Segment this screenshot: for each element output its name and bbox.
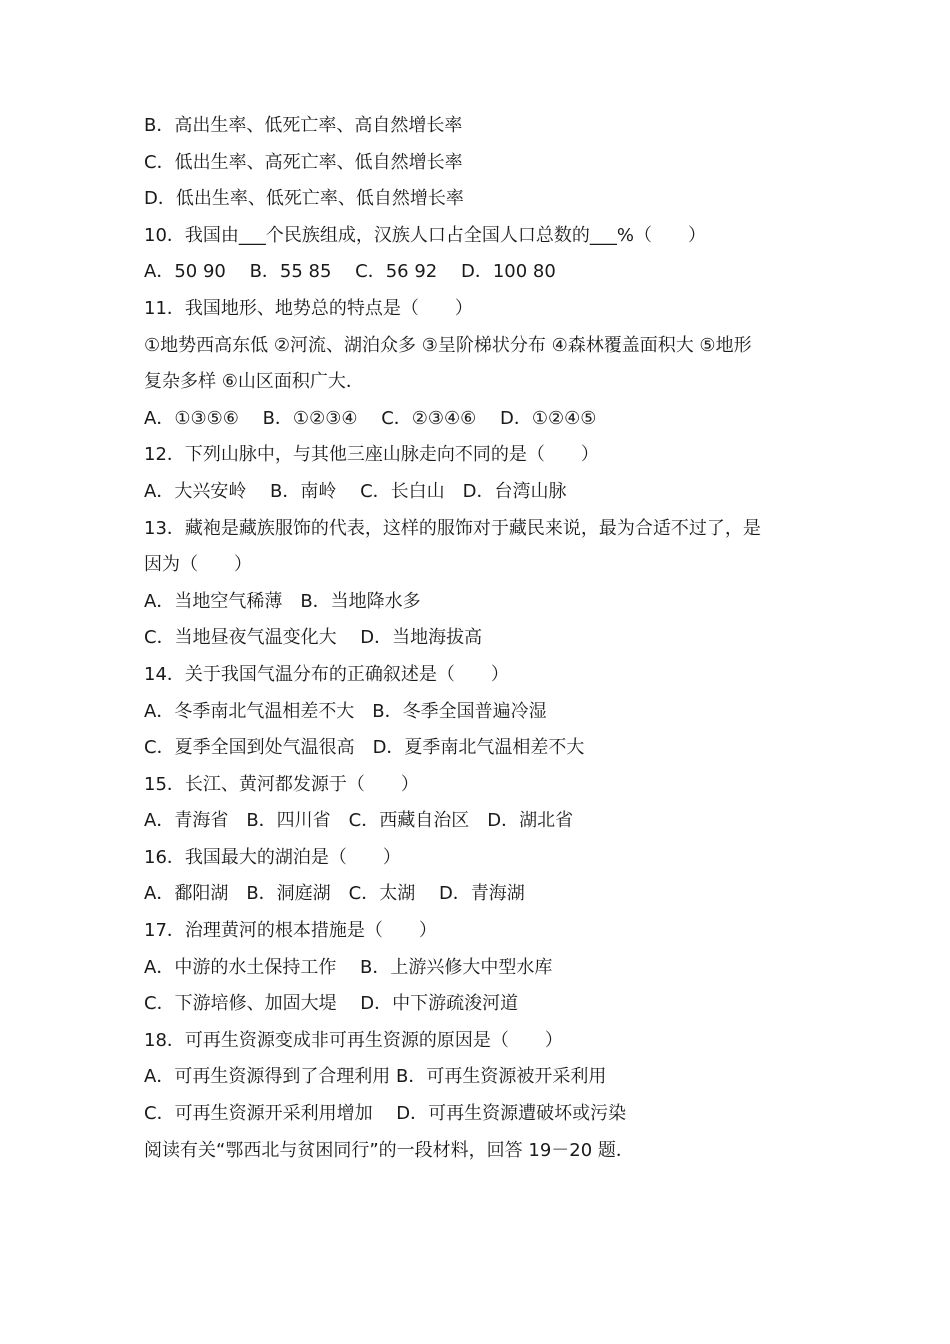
option-line: C．可再生资源开采利用增加 D．可再生资源遭破坏或污染 bbox=[144, 1103, 627, 1125]
reading-instruction: 阅读有关“鄂西北与贫困同行”的一段材料，回答 19－20 题． bbox=[144, 1139, 634, 1161]
question-10: 10．我国由___个民族组成，汉族人口占全国人口总数的___%（ ） bbox=[144, 224, 707, 246]
option-line: A．冬季南北气温相差不大 B．冬季全国普遍冷湿 bbox=[144, 700, 547, 722]
question-13-cont: 因为（ ） bbox=[144, 554, 252, 576]
question-12: 12．下列山脉中，与其他三座山脉走向不同的是（ ） bbox=[144, 444, 599, 466]
option-line: A．可再生资源得到了合理利用 B．可再生资源被开采利用 bbox=[144, 1066, 607, 1088]
option-line: A．大兴安岭 B．南岭 C．长白山 D．台湾山脉 bbox=[144, 480, 567, 502]
option-line: C．低出生率、高死亡率、低自然增长率 bbox=[144, 151, 463, 173]
document-page bbox=[144, 108, 824, 1169]
question-16: 16．我国最大的湖泊是（ ） bbox=[144, 846, 401, 868]
option-line: A．当地空气稀薄 B．当地降水多 bbox=[144, 590, 421, 612]
question-18: 18．可再生资源变成非可再生资源的原因是（ ） bbox=[144, 1029, 563, 1051]
question-14: 14．关于我国气温分布的正确叙述是（ ） bbox=[144, 663, 509, 685]
question-15: 15．长江、黄河都发源于（ ） bbox=[144, 773, 419, 795]
option-line: C．夏季全国到处气温很高 D．夏季南北气温相差不大 bbox=[144, 737, 585, 759]
question-17: 17．治理黄河的根本措施是（ ） bbox=[144, 920, 437, 942]
option-line: A．鄱阳湖 B．洞庭湖 C．太湖 D．青海湖 bbox=[144, 883, 525, 905]
option-line: A．50 90 B．55 85 C．56 92 D．100 80 bbox=[144, 261, 556, 283]
option-line: B．高出生率、低死亡率、高自然增长率 bbox=[144, 115, 463, 136]
option-line: C．当地昼夜气温变化大 D．当地海拔高 bbox=[144, 627, 483, 649]
statement-line: ①地势西高东低 ②河流、湖泊众多 ③呈阶梯状分布 ④森林覆盖面积大 ⑤地形 bbox=[144, 334, 752, 356]
question-11: 11．我国地形、地势总的特点是（ ） bbox=[144, 297, 473, 319]
statement-line: 复杂多样 ⑥山区面积广大． bbox=[144, 371, 364, 393]
option-line: A．青海省 B．四川省 C．西藏自治区 D．湖北省 bbox=[144, 810, 574, 832]
option-line: C．下游培修、加固大堤 D．中下游疏浚河道 bbox=[144, 993, 519, 1015]
option-line: D．低出生率、低死亡率、低自然增长率 bbox=[144, 188, 464, 210]
option-line: A．中游的水土保持工作 B．上游兴修大中型水库 bbox=[144, 956, 553, 978]
question-13: 13．藏袍是藏族服饰的代表，这样的服饰对于藏民来说，最为合适不过了，是 bbox=[144, 517, 761, 539]
option-line: A．①③⑤⑥ B．①②③④ C．②③④⑥ D．①②④⑤ bbox=[144, 407, 597, 429]
